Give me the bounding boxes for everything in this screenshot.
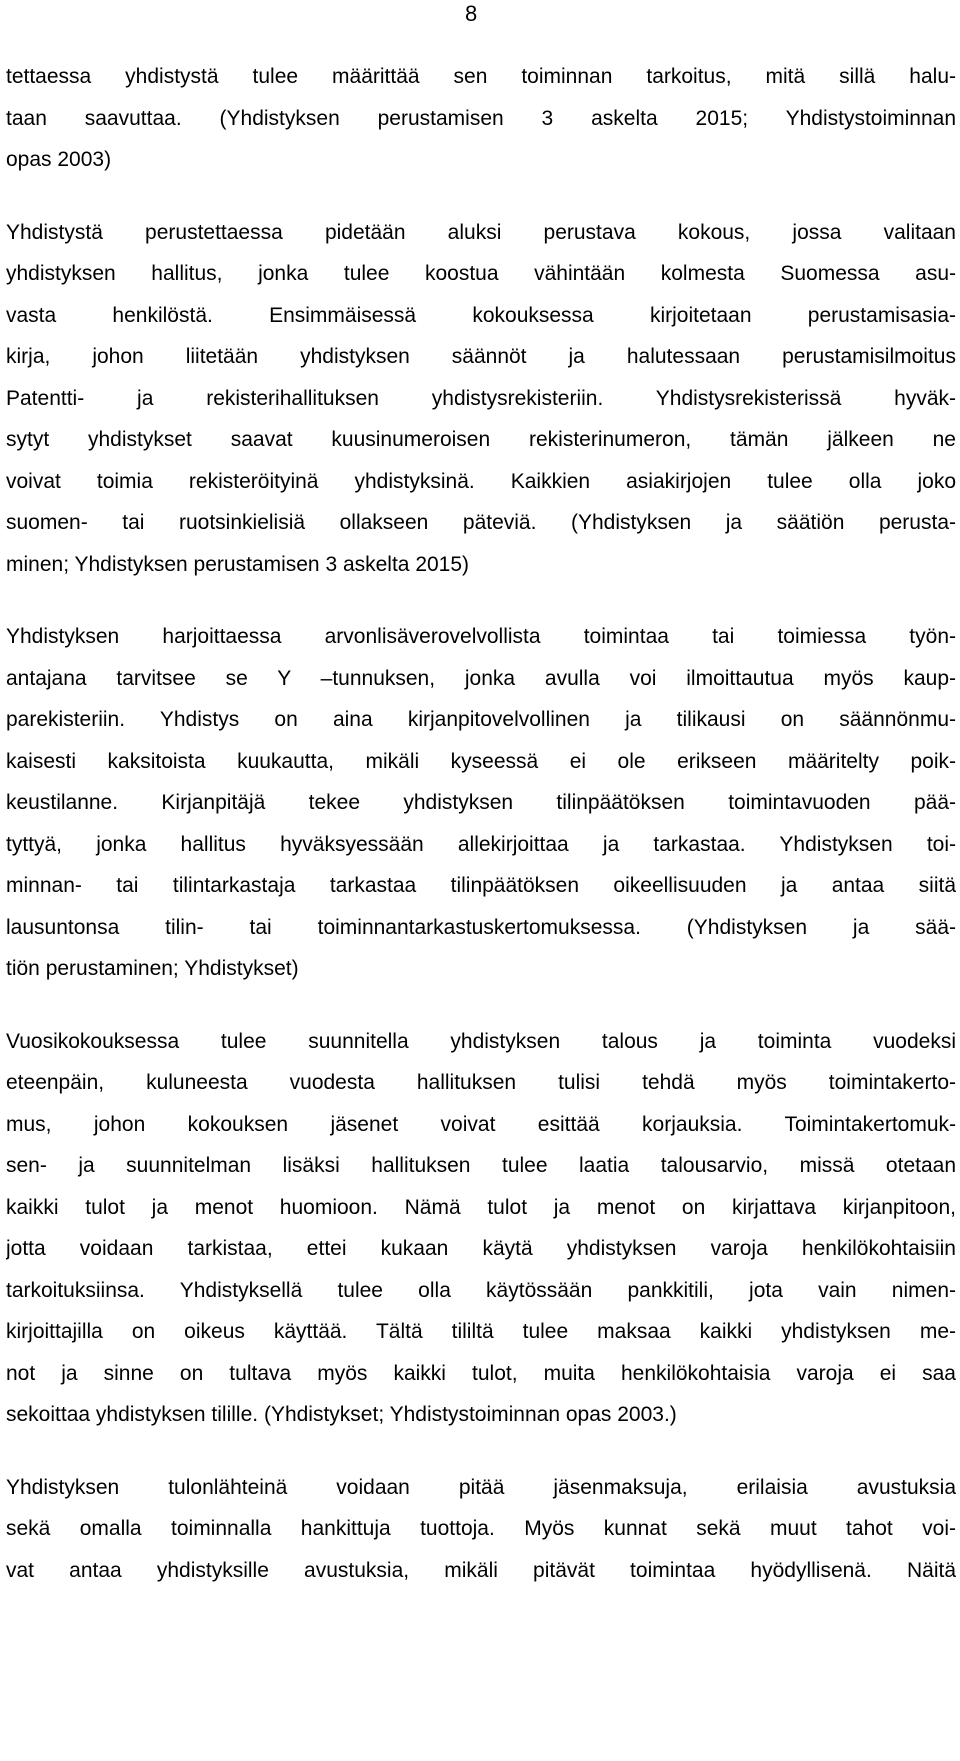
text-line: kaisesti kaksitoista kuukautta, mikäli kyseessä ei ole erikseen määritelty poik- [6,749,956,773]
text-line: opas 2003) [6,148,112,171]
text-line: vat antaa yhdistyksille avustuksia, mikäli pitävät toimintaa hyödyllisenä. Näitä [6,1558,956,1582]
paragraph-gap [6,1436,956,1467]
paragraph [6,56,956,181]
text-line: Vuosikokouksessa tulee suunnitella yhdistyksen talous ja toiminta vuodeksi [6,1029,956,1053]
text-line: antajana tarvitsee se Y –tunnuksen, jonka avulla voi ilmoittautua myös kaup- [6,666,956,690]
text-line: Patentti- ja rekisterihallituksen yhdistysrekisteriin. Yhdistysrekisterissä hyväk- [6,386,956,410]
text-line: tettaessa yhdistystä tulee määrittää sen toiminnan tarkoitus, mitä sillä halu- [6,65,956,88]
text-line: sekoittaa yhdistyksen tilille. (Yhdistykset; Yhdistystoiminnan opas 2003.) [6,1403,677,1426]
text-line: tiön perustaminen; Yhdistykset) [6,957,299,980]
text-line: tarkoituksiinsa. Yhdistyksellä tulee olla käytössään pankkitili, jota vain nimen- [6,1278,956,1302]
paragraph-gap [6,990,956,1021]
text-line: mus, johon kokouksen jäsenet voivat esittää korjauksia. Toimintakertomuk- [6,1112,956,1136]
paragraph-gap [6,181,956,212]
text-line: minnan- tai tilintarkastaja tarkastaa tilinpäätöksen oikeellisuuden ja antaa siitä [6,874,956,897]
text-line: suomen- tai ruotsinkielisiä ollakseen päteviä. (Yhdistyksen ja säätiön perusta- [6,511,956,534]
page-number: 8 [465,1,478,26]
paragraph [6,1467,956,1592]
text-line: eteenpäin, kuluneesta vuodesta hallituksen tulisi tehdä myös toimintakerto- [6,1071,956,1094]
paragraph [6,616,956,990]
text-line: not ja sinne on tultava myös kaikki tulot, muita henkilökohtaisia varoja ei saa [6,1361,956,1385]
text-line: taan saavuttaa. (Yhdistyksen perustamisen 3 askelta 2015; Yhdistystoiminnan [6,106,956,130]
text-line: sen- ja suunnitelman lisäksi hallituksen tulee laatia talousarvio, missä otetaan [6,1154,956,1177]
text-line: voivat toimia rekisteröityinä yhdistyksinä. Kaikkien asiakirjojen tulee olla joko [6,469,956,493]
text-line: Yhdistyksen harjoittaessa arvonlisäverovelvollista toimintaa tai toimiessa työn- [6,625,956,648]
paragraph [6,212,956,586]
text-line: parekisteriin. Yhdistys on aina kirjanpitovelvollinen ja tilikausi on säännönmu- [6,708,956,731]
paragraph-gap [6,585,956,616]
text-line: sekä omalla toiminnalla hankittuja tuottoja. Myös kunnat sekä muut tahot voi- [6,1517,956,1540]
text-line: minen; Yhdistyksen perustamisen 3 askelta 2015) [6,552,470,576]
text-line: yhdistyksen hallitus, jonka tulee koostua vähintään kolmesta Suomessa asu- [6,262,956,285]
text-line: tyttyä, jonka hallitus hyväksyessään allekirjoittaa ja tarkastaa. Yhdistyksen toi- [6,832,956,856]
text-line: Yhdistyksen tulonlähteinä voidaan pitää jäsenmaksuja, erilaisia avustuksia [6,1475,956,1499]
text-line: keustilanne. Kirjanpitäjä tekee yhdistyksen tilinpäätöksen toimintavuoden pää- [6,791,956,814]
text-line: kaikki tulot ja menot huomioon. Nämä tulot ja menot on kirjattava kirjanpitoon, [6,1195,956,1219]
text-line: lausuntonsa tilin- tai toiminnantarkastuskertomuksessa. (Yhdistyksen ja sää- [6,915,956,939]
text-line: sytyt yhdistykset saavat kuusinumeroisen rekisterinumeron, tämän jälkeen ne [6,428,956,451]
text-line: Yhdistystä perustettaessa pidetään aluksi perustava kokous, jossa valitaan [6,220,956,244]
text-line: kirja, johon liitetään yhdistyksen säännöt ja halutessaan perustamisilmoitus [6,345,956,368]
text-line: jotta voidaan tarkistaa, ettei kukaan käytä yhdistyksen varoja henkilökohtaisiin [6,1237,956,1260]
text-line: kirjoittajilla on oikeus käyttää. Tältä tililtä tulee maksaa kaikki yhdistyksen me- [6,1320,956,1343]
document-body [6,56,956,1591]
text-line: vasta henkilöstä. Ensimmäisessä kokouksessa kirjoitetaan perustamisasia- [6,303,956,327]
paragraph [6,1021,956,1436]
